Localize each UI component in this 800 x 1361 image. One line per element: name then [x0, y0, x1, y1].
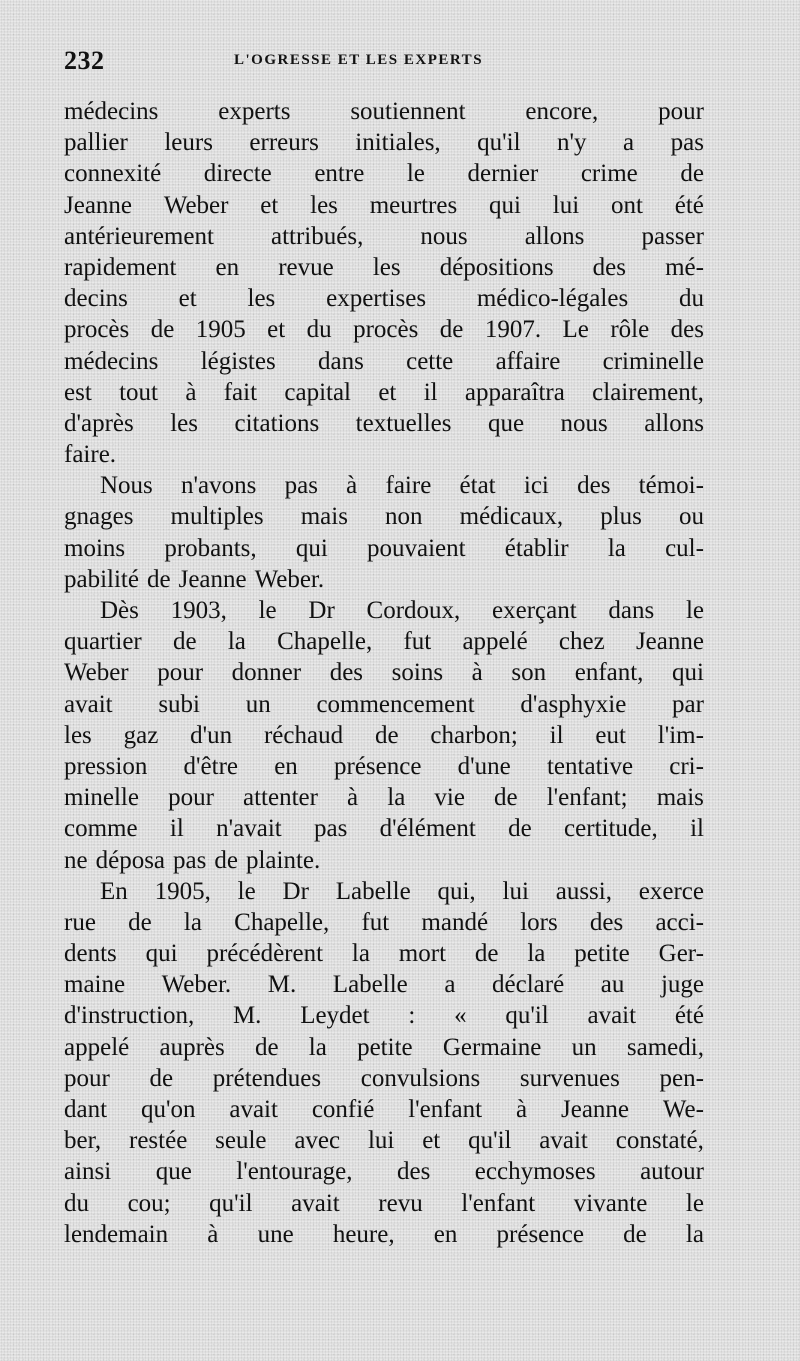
- body-text: [64, 96, 704, 1250]
- text-line: ainsi que l'entourage, des ecchymoses autour: [64, 1158, 704, 1186]
- text-line: procès de 1905 et du procès de 1907. Le rôle des: [64, 316, 704, 344]
- text-line: quartier de la Chapelle, fut appelé chez Jeanne: [64, 628, 704, 656]
- text-line: avait subi un commencement d'asphyxie par: [64, 690, 704, 718]
- text-line: du cou; qu'il avait revu l'enfant vivante le: [64, 1189, 704, 1217]
- text-line: médecins légistes dans cette affaire criminelle: [64, 347, 704, 375]
- text-line: antérieurement attribués, nous allons passer: [64, 222, 704, 250]
- text-line: d'après les citations textuelles que nous allons: [64, 409, 704, 437]
- text-line: Dès 1903, le Dr Cordoux, exerçant dans le: [100, 597, 704, 624]
- text-line: Nous n'avons pas à faire état ici des témoi-: [100, 472, 704, 500]
- text-line: pression d'être en présence d'une tentative cri-: [64, 752, 704, 780]
- text-line: pabilité de Jeanne Weber.: [64, 565, 325, 593]
- text-line: d'instruction, M. Leydet : « qu'il avait été: [64, 1002, 704, 1030]
- text-line: pour de prétendues convulsions survenues pen-: [64, 1064, 704, 1092]
- text-line: est tout à fait capital et il apparaîtra clairement,: [64, 378, 704, 406]
- text-line: moins probants, qui pouvaient établir la cul-: [64, 534, 704, 562]
- text-line: comme il n'avait pas d'élément de certitude, il: [64, 815, 704, 843]
- text-line: dant qu'on avait confié l'enfant à Jeanne We-: [64, 1096, 704, 1123]
- text-line: les gaz d'un réchaud de charbon; il eut l'im-: [64, 721, 704, 749]
- text-line: gnages multiples mais non médicaux, plus ou: [64, 503, 704, 531]
- text-line: dents qui précédèrent la mort de la petite Ger-: [64, 940, 704, 968]
- text-line: En 1905, le Dr Labelle qui, lui aussi, exerce: [100, 877, 704, 905]
- text-line: connexité directe entre le dernier crime de: [64, 160, 704, 188]
- text-line: rapidement en revue les dépositions des mé-: [64, 253, 704, 281]
- text-line: Weber pour donner des soins à son enfant, qui: [64, 659, 704, 687]
- text-line: rue de la Chapelle, fut mandé lors des acci-: [64, 908, 704, 936]
- text-line: Jeanne Weber et les meurtres qui lui ont été: [64, 191, 704, 219]
- text-line: appelé auprès de la petite Germaine un samedi,: [64, 1033, 704, 1061]
- running-head: L'OGRESSE ET LES EXPERTS: [234, 52, 484, 68]
- text-line: pallier leurs erreurs initiales, qu'il n'y a pas: [64, 129, 704, 157]
- text-line: faire.: [64, 441, 117, 469]
- page-number: 232: [64, 46, 105, 75]
- text-line: maine Weber. M. Labelle a déclaré au juge: [64, 971, 704, 999]
- text-line: médecins experts soutiennent encore, pour: [64, 98, 704, 125]
- text-line: decins et les expertises médico-légales du: [64, 285, 704, 313]
- text-line: minelle pour attenter à la vie de l'enfant; mais: [64, 784, 704, 812]
- text-line: ne déposa pas de plainte.: [64, 846, 321, 874]
- text-line: lendemain à une heure, en présence de la: [64, 1220, 704, 1248]
- page-header: [64, 46, 704, 76]
- text-line: ber, restée seule avec lui et qu'il avait constaté,: [64, 1127, 704, 1155]
